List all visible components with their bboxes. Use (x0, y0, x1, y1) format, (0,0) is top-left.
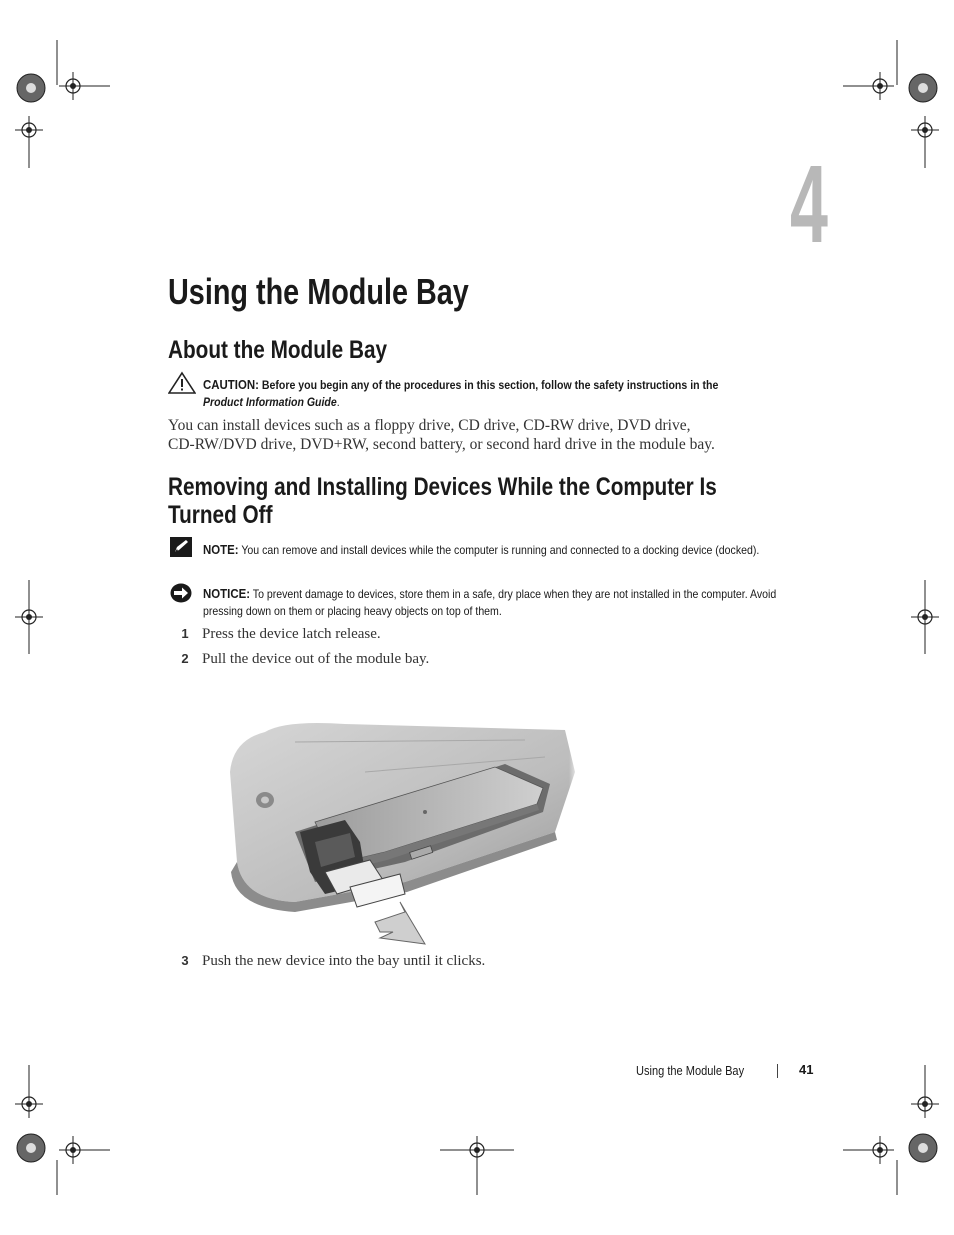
notice-label: NOTICE: (203, 586, 251, 601)
step-number: 3 (181, 953, 189, 968)
about-body-line-1: You can install devices such as a floppy drive, CD drive, CD-RW drive, DVD drive, (168, 417, 691, 434)
section-heading-removing-line-1: Removing and Installing Devices While the Computer Is (168, 473, 717, 501)
step-2 (168, 651, 429, 668)
section-heading-about: About the Module Bay (168, 336, 388, 364)
caution-label: CAUTION: (203, 377, 259, 392)
step-3 (168, 953, 485, 970)
about-body-line-2: CD-RW/DVD drive, DVD+RW, second battery, or second hard drive in the module bay. (168, 436, 715, 453)
footer-page-number: 41 (799, 1062, 814, 1077)
notice-box (203, 585, 803, 620)
page-title: Using the Module Bay (168, 271, 469, 312)
caution-text: Before you begin any of the procedures in this section, follow the safety instructions in the (261, 378, 719, 392)
step-number: 1 (181, 626, 189, 641)
footer-separator (777, 1064, 778, 1078)
step-1 (168, 626, 381, 643)
step-number: 2 (181, 651, 189, 666)
footer-section-title: Using the Module Bay (636, 1063, 745, 1078)
step-text: Pull the device out of the module bay. (202, 651, 430, 667)
pencil-note-icon (170, 537, 192, 557)
step-text: Push the new device into the bay until it clicks. (202, 953, 486, 969)
about-body (168, 416, 808, 454)
chapter-number: 4 (790, 143, 828, 266)
warning-triangle-icon (168, 371, 196, 395)
notice-text: To prevent damage to devices, store them in a safe, dry place when they are not installed in the computer. Avoid pressing down on them or placing heavy objects on top of them. (203, 587, 777, 618)
caution-box (203, 376, 803, 411)
section-heading-removing-line-2: Turned Off (168, 501, 273, 529)
caution-end: . (336, 395, 340, 409)
note-box (203, 541, 803, 559)
section-heading-removing (168, 473, 717, 529)
note-text: You can remove and install devices while the computer is running and connected to a docking device (docked). (241, 543, 760, 557)
note-label: NOTE: (203, 542, 239, 557)
module-bay-illustration (225, 712, 580, 952)
notice-arrow-icon (170, 583, 192, 603)
step-text: Press the device latch release. (202, 626, 381, 642)
caution-guide-link: Product Information Guide (203, 395, 337, 409)
